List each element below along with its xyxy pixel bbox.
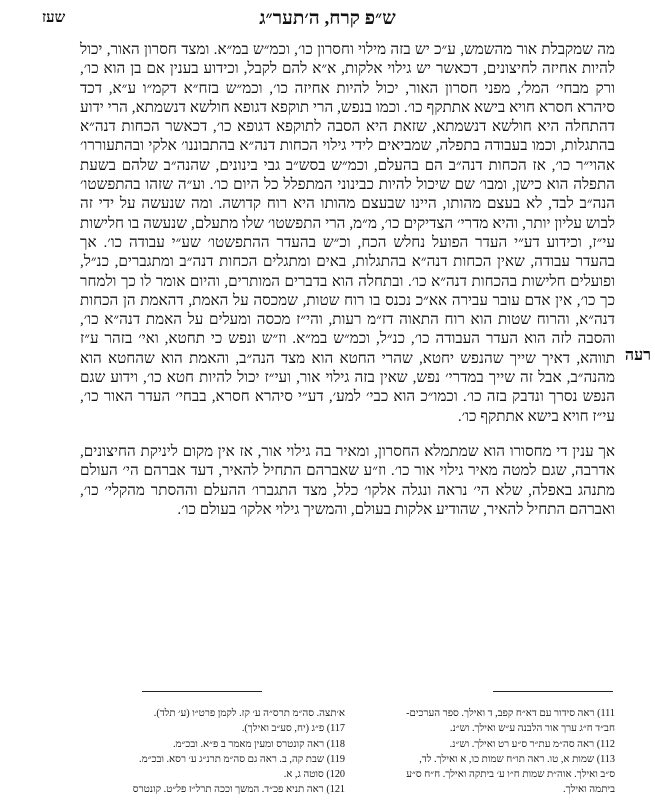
footnote-line: 112) ראה סה״מ עת״ר ס״ע רט ואילך. וש״נ.	[449, 738, 615, 750]
page-header	[20, 6, 635, 32]
footnotes-right-column	[370, 706, 615, 798]
main-text	[80, 40, 615, 535]
paragraph: מה שמקבלת אור מהשמש, ע״כ יש בזה מילוי וחסרון כו׳, וכמ״ש במ״א. ומצד חסרון האור, יכול להיות אחיזה לחיצונים, דכאשר יש גילוי אלקות, א״א להם לקבל, וכידוע בענין אם בן הוא כו׳, ורק מבחי׳ המל׳, מפני חסרון האור, יכול להיות אחיזה כו׳, וכמ״ש בזח״א דקמ״ו ע״א, דכד סיהרא חסרא חויא בישא אתתקף כו׳. וכמו בנפש, הרי תוקפא דגופא חולשא דנשמתא, הרי ידוע דהתחלה היא חולשא דנשמתא, שזאת היא הסבה לתוקפא דגופא כו׳, דכאשר הכחות דנה״א בהתגלות, וכמו בעבודה בתפלה, שמביאים לידי גילוי הכחות דנה״א בהתבוננו׳ אלקי ובהתעוררו׳ אהוי״ר כו׳, אז הכחות דנה״ב הם בהעלם, וכמ״ש בסש״ב גבי בינונים, שהנה״ב שלהם בשעת התפלה הוא כישן, ומבו׳ שם שיכול להיות כבינוני המתפלל כל היום כו׳. וע״ה שזהו בהתפשטו׳ הנה״ב לבד, לא בעצם מהותו, היינו שבעצם מהותו היא רוח קדושה. ומה שנעשה על ידי זה לבוש עליון יותר, והיא מדרי׳ הצדיקים כו׳, מ״מ, הרי התפשטו׳ שלו מתעלם, שנעשה בו חלישות עי״ז, וכידוע דע״י העדר הפועל נחלש הכח, וכ״ש בהעדר ההתפשטו׳ שע״י עבודה כו׳. אך בהעדר עבודה, שאין הכחות דנה״א בהתגלות, באים ומתגלים הכחות דנה״ב ומתגברים, כנ״ל, ופועלים חלישות בהכחות דנה״א כו׳. ובתחלה הוא בדברים המותרים, והיום אומר לו כך ולמחר כך כו׳, אין אדם עובר עבירה אא״כ נכנס בו רוח שטות, שמכסה על האמת, דהאמת הן הכחות דנה״א, והרוח שטות הוא רוח התאוה דז״מ רעות, והי״ז מכסה ומעלים על האמת דנה״א כו׳, והסבה לזה הוא העדר העבודה כו׳, כנ״ל, וכמ״ש במ״א. וז״ש ונפש כי תחטא, ואי׳ בזהר ע״ז תווהא, דאיך שייך שהנפש יחטא, שהרי החטא הוא מצד הנה״ב, והאמת הוא שהחטא הוא מהנה״ב, אבל זה שייך במדרי׳ נפש, שאין בזה גילוי אור, ועי״ז יכול להיות חטא כו׳, וידוע שגם הנפש נסרך ונדבק בזה כו׳. וכמו״כ הוא כבי׳ למע׳, דע״י סיהרא חסרא, בבחי׳ העדר האור כו׳, עי״ז חויא בישא אתתקף כו׳.	[80, 41, 615, 425]
footnote-line: ביתמה ואילך.	[563, 784, 615, 796]
footnote-divider	[142, 691, 262, 692]
footnote-line: 120) סוטה ג, א.	[283, 769, 345, 781]
footnote-line: חב״ד ח״ג ערך אור הלבנה ע״ש ואילך. וש״נ.	[449, 723, 615, 735]
footnote-line: 118) ראה קונטרס ומעין מאמר ב פ״א. ובכ״מ.	[172, 738, 345, 750]
footnote-divider	[493, 691, 613, 692]
footnote-line: 111) ראה סידור עם דא״ח קפב, ד ואילך. ספר הערכים-	[406, 708, 615, 719]
paragraph: אך ענין די מחסורו הוא שמתמלא החסרון, ומאיר בה גילוי אור, אז אין מקום ליניקת החיצונים, אדרבה, שגם למטה מאיר גילוי אור כו׳. וז״ע שאברהם התחיל להאיר, דעד אברהם הי׳ העולם מתנהג באפלה, שלא הי׳ נראה ונגלה אלקו׳ כלל, מצד התגברו׳ ההעלם וההסתר מהקלי׳ כו׳, ואברהם התחיל להאיר, שהודיע אלקות בעולם, והמשיך גילוי אלקו׳ בעולם כו׳.	[80, 442, 615, 518]
footnote-line: ס״ב ואילך. אוה״ת שמות ח״ו ע׳ ביתקה ואילך. ח״ח ס״ע	[406, 769, 615, 781]
footnote-line: 119) שבת קה, ב. ראה גם סה״מ תרנ״ג ע׳ רסא. ובכ״מ.	[139, 753, 345, 765]
page-title: ש״פ קרח, ה׳תער״ג	[259, 8, 396, 29]
footnotes-left-column	[100, 706, 345, 798]
footnote-line: 117) פ״ג (יח, סע״ב ואילך).	[241, 723, 345, 735]
footnote-line: א׳תצה. סה״מ תרס״ה ע׳ קז. לקמן פרט״ו (ע׳ תלד).	[153, 708, 345, 719]
footnote-line: 113) שמות א, טו. ראה תו״ח שמות כו, א ואילך. לד,	[419, 753, 615, 765]
footnote-line: 121) ראה תניא פכ״ד. המשך וככה תרל״ז פל״ט. קונטרס	[132, 784, 345, 796]
page-number: שעז	[42, 10, 66, 26]
margin-marker: רעה	[624, 347, 651, 364]
